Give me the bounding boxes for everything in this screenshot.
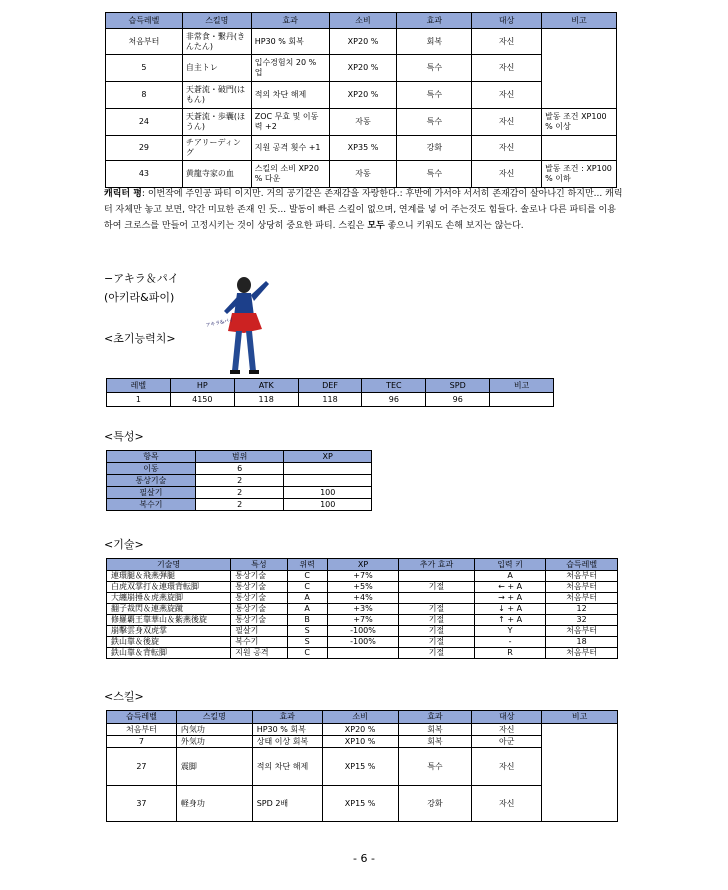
extra-effect-cell: 기절 bbox=[399, 626, 475, 637]
target-cell: 자신 bbox=[472, 109, 542, 136]
trait-label-cell: 이동 bbox=[107, 463, 196, 475]
header-cell: 효과 bbox=[398, 711, 472, 724]
xp-cell bbox=[327, 648, 398, 659]
extra-effect-cell: 기절 bbox=[399, 582, 475, 593]
input-key-cell: A bbox=[474, 571, 545, 582]
target-cell: 자신 bbox=[472, 724, 542, 736]
skill-name-cell: 震脚 bbox=[176, 748, 252, 786]
header-cell: 비고 bbox=[542, 13, 617, 29]
input-key-cell: ← + A bbox=[474, 582, 545, 593]
table-row bbox=[107, 393, 554, 407]
trait-label-cell: 복수기 bbox=[107, 499, 196, 511]
hp-cell: 4150 bbox=[170, 393, 234, 407]
header-row bbox=[107, 711, 618, 724]
review-tail: 좋으니 키워도 손해 보지는 않는다. bbox=[384, 221, 524, 231]
cost-cell: 자동 bbox=[329, 109, 397, 136]
range-cell: 2 bbox=[195, 499, 284, 511]
range-cell: 2 bbox=[195, 475, 284, 487]
level-cell: 처음부터 bbox=[106, 29, 183, 55]
tech-name-cell: 翻子裁閃＆連燕旋蹴 bbox=[107, 604, 231, 615]
target-cell: 자신 bbox=[472, 136, 542, 161]
xp-cell bbox=[284, 463, 372, 475]
stats-table bbox=[106, 378, 554, 407]
level-cell: 처음부터 bbox=[107, 724, 177, 736]
effect-cell: HP30 % 회복 bbox=[252, 724, 322, 736]
type-cell: 회복 bbox=[397, 29, 472, 55]
cost-cell: XP35 % bbox=[329, 136, 397, 161]
target-cell: 자신 bbox=[472, 82, 542, 109]
xp-cell: +7% bbox=[327, 615, 398, 626]
learn-level-cell: 처음부터 bbox=[546, 626, 618, 637]
table-row bbox=[107, 648, 618, 659]
input-key-cell: ↑ + A bbox=[474, 615, 545, 626]
header-cell: 습득레벨 bbox=[546, 559, 618, 571]
tech-name-cell: 修羅覇王靠華山＆紫燕後旋 bbox=[107, 615, 231, 626]
effect-cell: 적의 차단 해제 bbox=[251, 82, 329, 109]
table-row bbox=[107, 637, 618, 648]
header-cell: 비고 bbox=[542, 711, 618, 724]
skill-name-cell: 天蒼流・歩囊(ほうん) bbox=[182, 109, 251, 136]
tech-name-cell: 崩擊雲身双虎掌 bbox=[107, 626, 231, 637]
type-cell: 특수 bbox=[397, 109, 472, 136]
extra-effect-cell: 기절 bbox=[399, 637, 475, 648]
input-key-cell: - bbox=[474, 637, 545, 648]
effect-cell: SPD 2배 bbox=[252, 786, 322, 822]
header-cell: TEC bbox=[362, 379, 426, 393]
header-cell: 스킬명 bbox=[182, 13, 251, 29]
skill-name-cell: 外気功 bbox=[176, 736, 252, 748]
note-cell bbox=[542, 29, 617, 109]
table-row bbox=[107, 593, 618, 604]
extra-effect-cell bbox=[399, 593, 475, 604]
def-cell: 118 bbox=[298, 393, 362, 407]
range-cell: 6 bbox=[195, 463, 284, 475]
review-text: : 이번작에 주인공 파티 이지만. 거의 공기같은 존재감을 자랑한다.: 후반에 가서야 서서히 존재감이 살아나긴 하지만... 캐릭터 자체만 놓고 보면, 약간 미묘한 존재 인 듯... 발동이 빠른 스킬이 없으며, 연계를 넣 어 주는것도 힘들다. 솔로나 다른 파티를 이용하여 크로스를 만들어 고정시키는 것이 상당히 중요한 파티. 스킬은 bbox=[104, 189, 623, 231]
tech-type-cell: 복수기 bbox=[231, 637, 287, 648]
tech-type-cell: 통상기술 bbox=[231, 593, 287, 604]
character-review bbox=[104, 186, 624, 234]
tec-cell: 96 bbox=[362, 393, 426, 407]
input-key-cell: → + A bbox=[474, 593, 545, 604]
learn-level-cell: 처음부터 bbox=[546, 648, 618, 659]
level-cell: 43 bbox=[106, 161, 183, 188]
header-cell: 특성 bbox=[231, 559, 287, 571]
tech-type-cell: 통상기술 bbox=[231, 615, 287, 626]
header-cell: 습득레벨 bbox=[106, 13, 183, 29]
note-cell bbox=[542, 136, 617, 161]
table-row bbox=[106, 55, 617, 82]
skill-name-cell: 内気功 bbox=[176, 724, 252, 736]
header-cell: 대상 bbox=[472, 13, 542, 29]
xp-cell: 100 bbox=[284, 499, 372, 511]
effect-cell: ZOC 무효 및 이동 력 +2 bbox=[251, 109, 329, 136]
target-cell: 자신 bbox=[472, 29, 542, 55]
target-cell: 자신 bbox=[472, 55, 542, 82]
table-row bbox=[107, 748, 618, 786]
header-row bbox=[107, 379, 554, 393]
character-name-kr: (아키라&파이) bbox=[104, 291, 175, 304]
header-cell: SPD bbox=[426, 379, 490, 393]
level-cell: 7 bbox=[107, 736, 177, 748]
table-row bbox=[107, 786, 618, 822]
learn-level-cell: 처음부터 bbox=[546, 571, 618, 582]
character-name-jp: −アキラ＆パイ bbox=[104, 272, 179, 285]
cost-cell: 자동 bbox=[329, 161, 397, 188]
cost-cell: XP20 % bbox=[329, 29, 397, 55]
effect-cell: 스킬의 소비 XP20 % 다운 bbox=[251, 161, 329, 188]
tech-name-cell: 鉄山靠＆後旋 bbox=[107, 637, 231, 648]
xp-cell: +4% bbox=[327, 593, 398, 604]
table-row bbox=[107, 626, 618, 637]
cost-cell: XP20 % bbox=[329, 55, 397, 82]
power-cell: S bbox=[287, 637, 327, 648]
cost-cell: XP20 % bbox=[322, 724, 398, 736]
header-cell: 소비 bbox=[329, 13, 397, 29]
cost-cell: XP20 % bbox=[329, 82, 397, 109]
type-cell: 강화 bbox=[398, 786, 472, 822]
note-cell: 발동 조건 XP100 % 이상 bbox=[542, 109, 617, 136]
header-cell: 스킬명 bbox=[176, 711, 252, 724]
techniques-table bbox=[106, 558, 618, 659]
header-row bbox=[106, 13, 617, 29]
learn-level-cell: 처음부터 bbox=[546, 593, 618, 604]
tech-name-cell: 鉄山靠＆背転脚 bbox=[107, 648, 231, 659]
table-row bbox=[107, 499, 372, 511]
spd-cell: 96 bbox=[426, 393, 490, 407]
skill-name-cell: 軽身功 bbox=[176, 786, 252, 822]
header-cell: 위력 bbox=[287, 559, 327, 571]
table-row bbox=[107, 463, 372, 475]
target-cell: 아군 bbox=[472, 736, 542, 748]
header-cell: 대상 bbox=[472, 711, 542, 724]
header-cell: 범위 bbox=[195, 451, 284, 463]
header-cell: ATK bbox=[234, 379, 298, 393]
skill-name-cell: 自主トレ bbox=[182, 55, 251, 82]
level-cell: 8 bbox=[106, 82, 183, 109]
review-label: 캐릭터 평 bbox=[104, 189, 142, 199]
header-cell: 효과 bbox=[252, 711, 322, 724]
skill-name-cell: 非常食・繫丹(きんたん) bbox=[182, 29, 251, 55]
atk-cell: 118 bbox=[234, 393, 298, 407]
skill-name-cell: 天蒼流・破門(はもん) bbox=[182, 82, 251, 109]
tech-type-cell: 통상기술 bbox=[231, 582, 287, 593]
header-cell: XP bbox=[327, 559, 398, 571]
learn-level-cell: 처음부터 bbox=[546, 582, 618, 593]
table-row bbox=[107, 571, 618, 582]
level-cell: 37 bbox=[107, 786, 177, 822]
header-row bbox=[107, 559, 618, 571]
top-skill-table bbox=[105, 12, 617, 188]
cost-cell: XP15 % bbox=[322, 748, 398, 786]
traits-section-title: <특성> bbox=[104, 430, 144, 443]
skills-section-title: <스킬> bbox=[104, 690, 144, 703]
table-row bbox=[107, 475, 372, 487]
xp-cell: +7% bbox=[327, 571, 398, 582]
header-cell: 입력 키 bbox=[474, 559, 545, 571]
tech-name-cell: 大纏崩捶＆虎燕旋脚 bbox=[107, 593, 231, 604]
table-row bbox=[107, 615, 618, 626]
xp-cell: +5% bbox=[327, 582, 398, 593]
input-key-cell: ↓ + A bbox=[474, 604, 545, 615]
type-cell: 회복 bbox=[398, 724, 472, 736]
header-cell: 소비 bbox=[322, 711, 398, 724]
table-row bbox=[106, 161, 617, 188]
type-cell: 특수 bbox=[397, 55, 472, 82]
header-cell: 추가 효과 bbox=[399, 559, 475, 571]
skills-table bbox=[106, 710, 618, 822]
xp-cell: -100% bbox=[327, 626, 398, 637]
header-cell: DEF bbox=[298, 379, 362, 393]
effect-cell: 지원 공격 횟수 +1 bbox=[251, 136, 329, 161]
learn-level-cell: 32 bbox=[546, 615, 618, 626]
stats-section-title: <초기능력치> bbox=[104, 332, 176, 345]
header-cell: 습득레벨 bbox=[107, 711, 177, 724]
tech-type-cell: 지원 공격 bbox=[231, 648, 287, 659]
power-cell: A bbox=[287, 593, 327, 604]
tech-name-cell: 連環腿＆飛燕弾腿 bbox=[107, 571, 231, 582]
xp-cell: 100 bbox=[284, 487, 372, 499]
skill-name-cell: チアリーディング bbox=[182, 136, 251, 161]
extra-effect-cell: 기절 bbox=[399, 604, 475, 615]
level-cell: 29 bbox=[106, 136, 183, 161]
header-cell: XP bbox=[284, 451, 372, 463]
effect-cell: 입수경험치 20 % 업 bbox=[251, 55, 329, 82]
header-cell: 비고 bbox=[490, 379, 554, 393]
effect-cell: HP30 % 회복 bbox=[251, 29, 329, 55]
traits-table bbox=[106, 450, 372, 511]
target-cell: 자신 bbox=[472, 748, 542, 786]
type-cell: 강화 bbox=[397, 136, 472, 161]
xp-cell: +3% bbox=[327, 604, 398, 615]
trait-label-cell: 통상기술 bbox=[107, 475, 196, 487]
note-cell bbox=[542, 724, 618, 822]
header-cell: 기술명 bbox=[107, 559, 231, 571]
trait-label-cell: 필살기 bbox=[107, 487, 196, 499]
header-cell: 효과 bbox=[251, 13, 329, 29]
table-row bbox=[107, 582, 618, 593]
cost-cell: XP15 % bbox=[322, 786, 398, 822]
level-cell: 24 bbox=[106, 109, 183, 136]
header-row bbox=[107, 451, 372, 463]
learn-level-cell: 18 bbox=[546, 637, 618, 648]
note-cell bbox=[490, 393, 554, 407]
character-portrait bbox=[204, 271, 274, 376]
power-cell: B bbox=[287, 615, 327, 626]
power-cell: A bbox=[287, 604, 327, 615]
techniques-section-title: <기술> bbox=[104, 538, 144, 551]
learn-level-cell: 12 bbox=[546, 604, 618, 615]
effect-cell: 적의 차단 해제 bbox=[252, 748, 322, 786]
level-cell: 27 bbox=[107, 748, 177, 786]
power-cell: C bbox=[287, 648, 327, 659]
skill-name-cell: 黄龍寺家の血 bbox=[182, 161, 251, 188]
table-row bbox=[106, 136, 617, 161]
table-row bbox=[107, 724, 618, 736]
extra-effect-cell: 기절 bbox=[399, 615, 475, 626]
level-cell: 1 bbox=[107, 393, 171, 407]
type-cell: 특수 bbox=[398, 748, 472, 786]
type-cell: 회복 bbox=[398, 736, 472, 748]
table-row bbox=[106, 82, 617, 109]
svg-text:アキラ&パイ: アキラ&パイ bbox=[205, 317, 235, 329]
tech-type-cell: 통상기술 bbox=[231, 604, 287, 615]
level-cell: 5 bbox=[106, 55, 183, 82]
effect-cell: 상태 이상 회복 bbox=[252, 736, 322, 748]
table-row bbox=[107, 487, 372, 499]
power-cell: C bbox=[287, 571, 327, 582]
header-cell: 항목 bbox=[107, 451, 196, 463]
table-row bbox=[107, 736, 618, 748]
extra-effect-cell: 기절 bbox=[399, 648, 475, 659]
extra-effect-cell bbox=[399, 571, 475, 582]
type-cell: 특수 bbox=[397, 161, 472, 188]
target-cell: 자신 bbox=[472, 161, 542, 188]
input-key-cell: Y bbox=[474, 626, 545, 637]
page-number: - 6 - bbox=[353, 852, 375, 865]
header-cell: HP bbox=[170, 379, 234, 393]
xp-cell bbox=[284, 475, 372, 487]
table-row bbox=[106, 109, 617, 136]
table-row bbox=[106, 29, 617, 55]
review-bold: 모두 bbox=[367, 221, 385, 231]
note-cell: 발동 조건 : XP100 % 이하 bbox=[542, 161, 617, 188]
tech-type-cell: 통상기술 bbox=[231, 571, 287, 582]
power-cell: S bbox=[287, 626, 327, 637]
tech-type-cell: 필살기 bbox=[231, 626, 287, 637]
header-cell: 레벨 bbox=[107, 379, 171, 393]
type-cell: 특수 bbox=[397, 82, 472, 109]
cost-cell: XP10 % bbox=[322, 736, 398, 748]
input-key-cell: R bbox=[474, 648, 545, 659]
xp-cell: -100% bbox=[327, 637, 398, 648]
header-cell: 효과 bbox=[397, 13, 472, 29]
range-cell: 2 bbox=[195, 487, 284, 499]
table-row bbox=[107, 604, 618, 615]
tech-name-cell: 白虎双掌打＆連環背転脚 bbox=[107, 582, 231, 593]
power-cell: C bbox=[287, 582, 327, 593]
target-cell: 자신 bbox=[472, 786, 542, 822]
